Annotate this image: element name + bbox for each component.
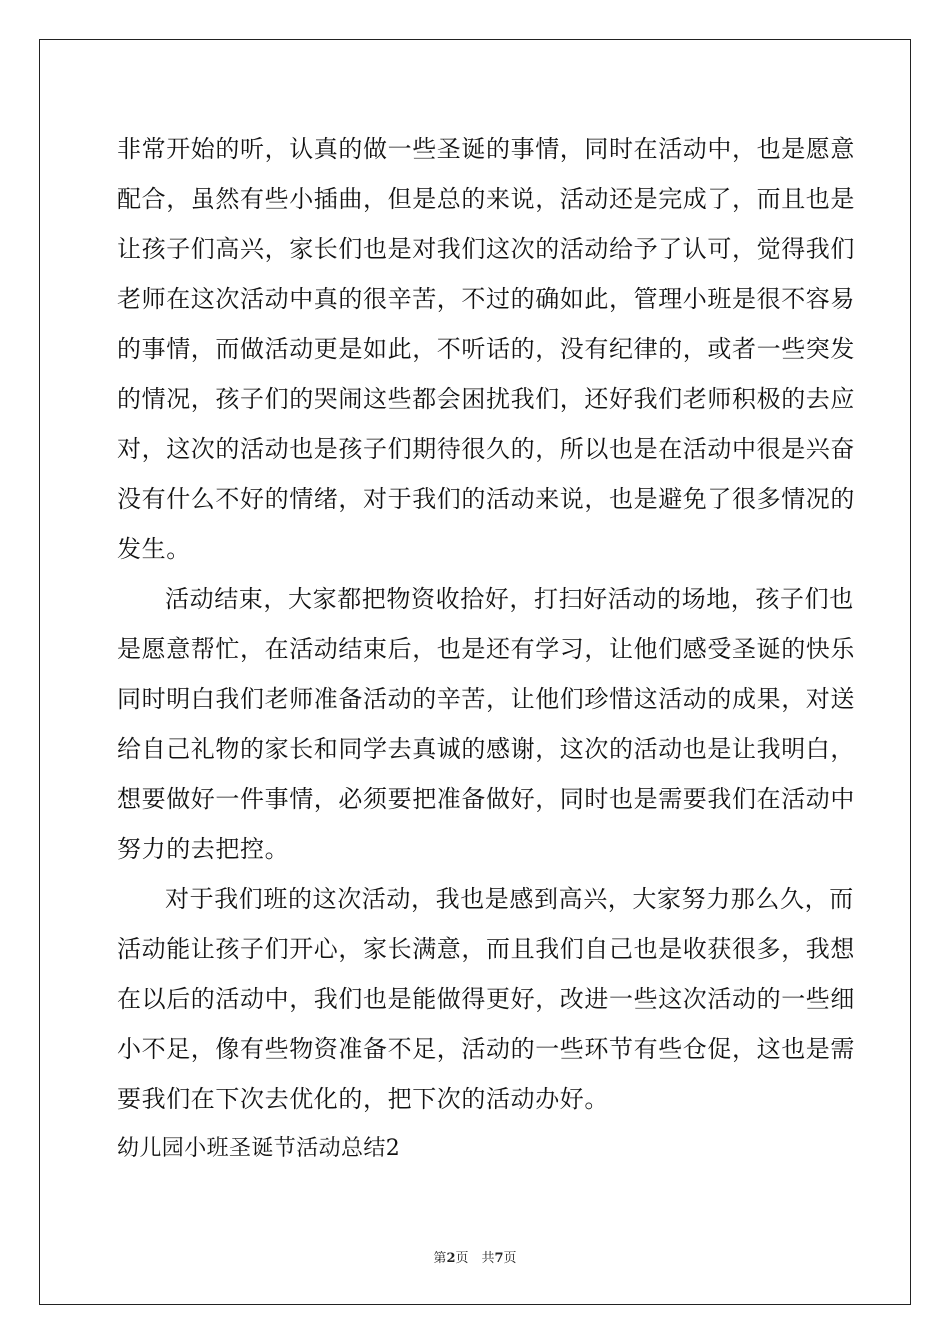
text-line: 同时明白我们老师准备活动的辛苦，让他们珍惜这活动的成果，对送 xyxy=(117,685,855,713)
footer-current-page: 2 xyxy=(446,1251,456,1266)
text-line: 要我们在下次去优化的，把下次的活动办好。 xyxy=(117,1085,609,1113)
text-line: 的情况，孩子们的哭闹这些都会困扰我们，还好我们老师积极的去应 xyxy=(117,385,855,413)
text-line: 小不足，像有些物资准备不足，活动的一些环节有些仓促，这也是需 xyxy=(117,1035,855,1063)
text-line: 配合，虽然有些小插曲，但是总的来说，活动还是完成了，而且也是 xyxy=(117,185,855,213)
text-line: 想要做好一件事情，必须要把准备做好，同时也是需要我们在活动中 xyxy=(117,785,855,813)
section-heading: 幼儿园小班圣诞节活动总结2 xyxy=(117,1136,401,1161)
text-line: 在以后的活动中，我们也是能做得更好，改进一些这次活动的一些细 xyxy=(117,985,855,1013)
text-line: 非常开始的听，认真的做一些圣诞的事情，同时在活动中，也是愿意 xyxy=(117,135,855,163)
text-line: 没有什么不好的情绪，对于我们的活动来说，也是避免了很多情况的 xyxy=(117,485,855,513)
footer-suffix: 页 xyxy=(503,1251,517,1266)
paragraph-lines xyxy=(117,124,855,1124)
text-line: 让孩子们高兴，家长们也是对我们这次的活动给予了认可，觉得我们 xyxy=(117,235,855,263)
document-body xyxy=(117,124,855,1174)
text-line: 对，这次的活动也是孩子们期待很久的，所以也是在活动中很是兴奋 xyxy=(117,435,855,463)
text-line: 老师在这次活动中真的很辛苦，不过的确如此，管理小班是很不容易 xyxy=(117,285,855,313)
text-line: 发生。 xyxy=(117,535,191,563)
text-line: 给自己礼物的家长和同学去真诚的感谢，这次的活动也是让我明白， xyxy=(117,735,855,763)
footer-middle: 页 共 xyxy=(455,1251,495,1266)
text-line: 努力的去把控。 xyxy=(117,835,290,863)
text-line: 对于我们班的这次活动，我也是感到高兴，大家努力那么久，而 xyxy=(165,885,854,913)
footer-total-pages: 7 xyxy=(494,1251,504,1266)
page-footer xyxy=(0,1247,950,1266)
text-line: 是愿意帮忙，在活动结束后，也是还有学习，让他们感受圣诞的快乐 xyxy=(117,635,855,663)
text-line: 活动能让孩子们开心，家长满意，而且我们自己也是收获很多，我想 xyxy=(117,935,855,963)
text-line: 的事情，而做活动更是如此，不听话的，没有纪律的，或者一些突发 xyxy=(117,335,855,363)
text-line: 活动结束，大家都把物资收拾好，打扫好活动的场地，孩子们也 xyxy=(165,585,854,613)
footer-prefix: 第 xyxy=(433,1251,447,1266)
